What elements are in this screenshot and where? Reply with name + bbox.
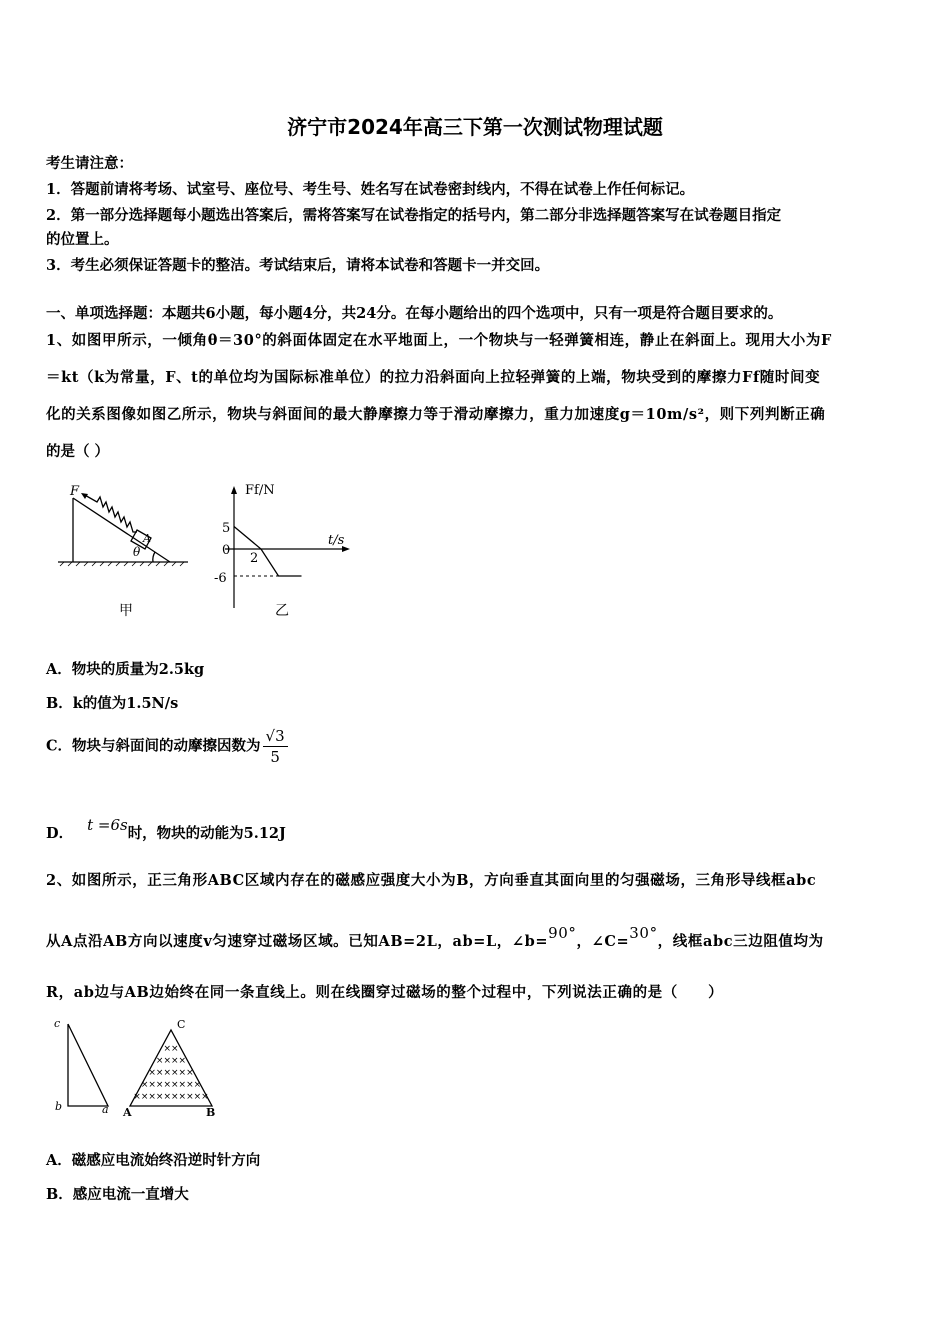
notice-item-3: 3．考生必须保证答题卡的整洁。考试结束后，请将本试卷和答题卡一并交回。 xyxy=(46,257,550,274)
cross-row-4: ×××××××× xyxy=(140,1080,202,1090)
label-A: A xyxy=(123,1106,132,1119)
notice-item-1: 1．答题前请将考场、试室号、座位号、考生号、姓名写在试卷密封线内，不得在试卷上作任何标记。 xyxy=(46,181,695,198)
magnetic-field-figure xyxy=(50,1016,230,1124)
friction-time-chart xyxy=(205,478,365,623)
q1-option-c xyxy=(46,727,288,766)
cross-row-3: ×××××× xyxy=(148,1068,194,1078)
tick-label-5: 5 xyxy=(222,521,231,536)
label-b: b xyxy=(55,1100,63,1113)
q1-option-d-text: 时，物块的动能为5.12J xyxy=(127,825,286,842)
tick-label-neg6: -6 xyxy=(214,571,227,586)
q2-line-1: 2、如图所示，正三角形ABC区域内存在的磁感应强度大小为B，方向垂直其面向里的匀强磁场，三角形导线框abc xyxy=(46,872,817,889)
cross-row-1: ×× xyxy=(163,1044,179,1054)
q1-option-b: B．k的值为1.5N/s xyxy=(46,695,179,712)
notice-item-2a: 2．第一部分选择题每小题选出答案后，需将答案写在试卷指定的括号内，第二部分非选择题答案写在试卷题目指定 xyxy=(46,207,782,224)
fraction-denominator: 5 xyxy=(270,748,280,766)
label-C: C xyxy=(177,1018,186,1031)
angle-b-value: 90° xyxy=(548,924,577,942)
q1-option-d-prefix: D． xyxy=(46,825,74,842)
q2-line-2-part-b: ，∠C= xyxy=(576,933,630,950)
q1-line-4: 的是（ ） xyxy=(46,443,110,460)
caption-yi: 乙 xyxy=(275,603,289,619)
q1-line-3: 化的关系图像如图乙所示，物块与斜面间的最大静摩擦力等于滑动摩擦力，重力加速度g＝10m/s²，则下列判断正确 xyxy=(46,406,826,423)
x-axis-label: t/s xyxy=(328,533,345,548)
angle-arc xyxy=(153,552,155,562)
wire-frame-abc xyxy=(68,1024,108,1106)
fraction-numerator: √3 xyxy=(263,727,288,747)
q2-line-2-part-c: ，线框abc三边阻值均为 xyxy=(657,933,824,950)
angle-c-value: 30° xyxy=(629,924,658,942)
cross-row-2: ×××× xyxy=(155,1056,187,1066)
q1-option-d-time: t =6s xyxy=(87,816,128,834)
y-axis-arrowhead xyxy=(231,486,237,494)
caption-jia: 甲 xyxy=(119,603,133,619)
fraction-sqrt3-over-5 xyxy=(263,727,288,766)
label-a: a xyxy=(102,1103,109,1116)
label-B: B xyxy=(206,1106,216,1119)
q2-line-2 xyxy=(46,924,824,951)
q2-line-3: R，ab边与AB边始终在同一条直线上。则在线圈穿过磁场的整个过程中，下列说法正确的是（ ） xyxy=(46,984,724,1001)
q2-option-b: B．感应电流一直增大 xyxy=(46,1186,189,1203)
q1-line-2: ＝kt（k为常量，F、t的单位均为国际标准单位）的拉力沿斜面向上拉轻弹簧的上端，物块受到的摩擦力Ff随时间变 xyxy=(46,369,821,386)
tick-label-2: 2 xyxy=(250,551,259,566)
q1-option-a: A．物块的质量为2.5kg xyxy=(46,661,205,678)
section-heading: 一、单项选择题：本题共6小题，每小题4分，共24分。在每小题给出的四个选项中，只有一项是符合题目要求的。 xyxy=(46,305,783,322)
page-title: 济宁市2024年高三下第一次测试物理试题 xyxy=(287,115,663,139)
label-theta: θ xyxy=(133,545,141,559)
label-A: A xyxy=(143,532,151,545)
label-F: F xyxy=(70,484,80,499)
q1-option-c-text: C．物块与斜面间的动摩擦因数为 xyxy=(46,737,261,755)
q2-option-a: A．磁感应电流始终沿逆时针方向 xyxy=(46,1152,261,1169)
q2-line-2-part-a: 从A点沿AB方向以速度v匀速穿过磁场区域。已知AB=2L，ab=L，∠b= xyxy=(46,933,549,950)
friction-series-line xyxy=(234,527,302,577)
cross-row-5: ×××××××××× xyxy=(133,1092,209,1102)
tick-label-0: 0 xyxy=(222,543,231,558)
label-c: c xyxy=(54,1017,61,1030)
notice-heading: 考生请注意： xyxy=(46,155,133,172)
incline-figure xyxy=(55,478,195,623)
notice-item-2b: 的位置上。 xyxy=(46,231,119,248)
spring xyxy=(83,494,137,532)
q1-option-d xyxy=(46,816,286,843)
q1-line-1: 1、如图甲所示，一倾角θ＝30°的斜面体固定在水平地面上，一个物块与一轻弹簧相连，静止在斜面上。现用大小为F xyxy=(46,332,832,349)
y-axis-label: Ff/N xyxy=(245,483,275,498)
